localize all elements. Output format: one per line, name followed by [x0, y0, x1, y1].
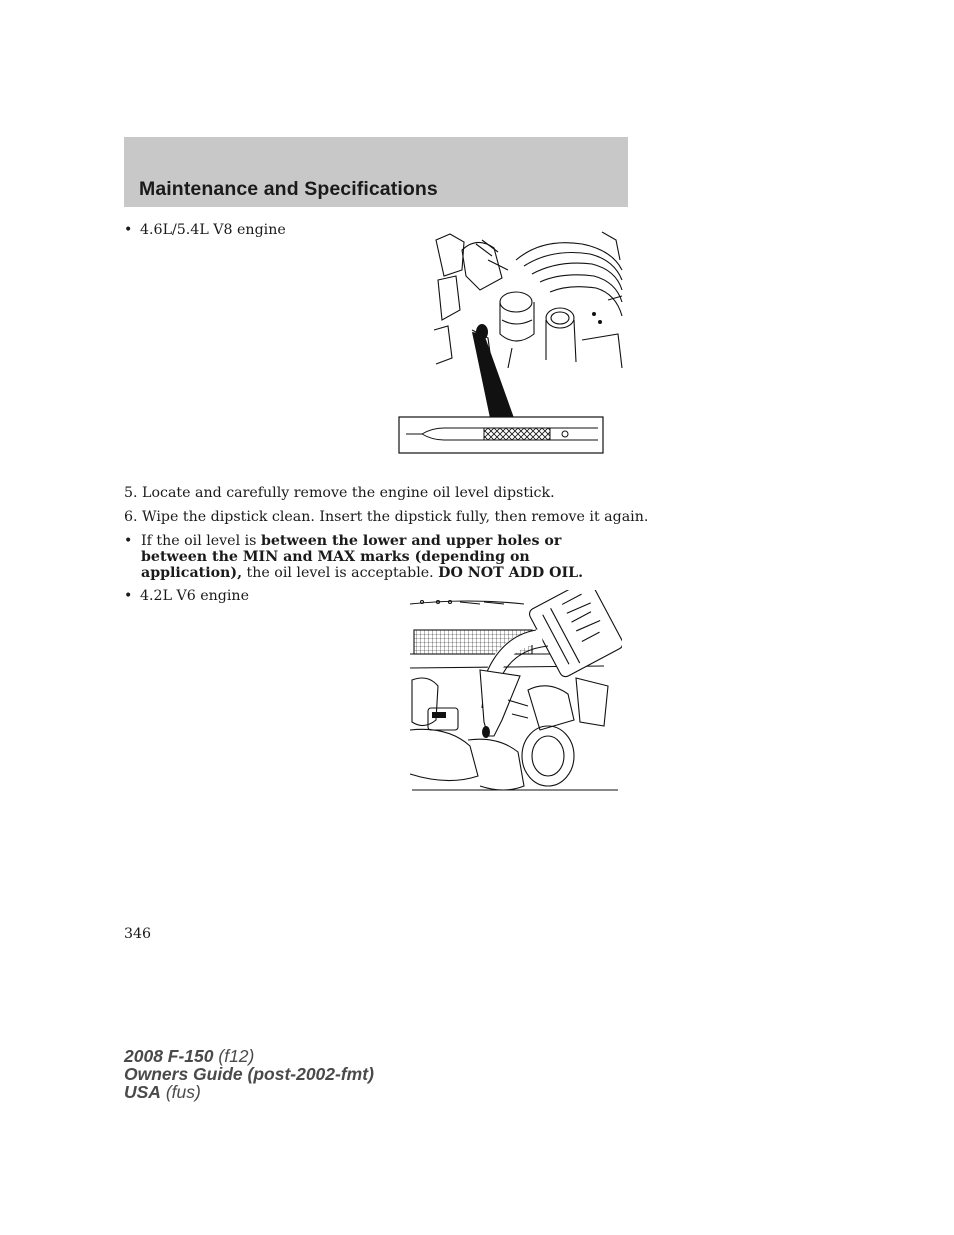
dipstick-illustration — [398, 416, 604, 456]
footer-model: 2008 F-150 — [124, 1046, 214, 1066]
bullet-v6-text: 4.2L V6 engine — [140, 588, 249, 604]
footer-line-2 — [124, 1065, 374, 1083]
oil-pour-illustration — [408, 590, 622, 796]
footer-line-3 — [124, 1083, 374, 1101]
footer-region-code: (fus) — [160, 1082, 201, 1102]
page-number: 346 — [124, 926, 152, 942]
engine-v8-illustration — [432, 230, 624, 370]
bullet-dot: • — [124, 222, 133, 238]
oil-text-bold-range: between the lower and upper holes or between the MIN and MAX marks (depending on application), — [141, 533, 562, 581]
dipstick-pointer-illustration — [470, 332, 520, 420]
footer-line-1 — [124, 1047, 374, 1065]
footer-guide: Owners Guide (post-2002-fmt) — [124, 1064, 374, 1084]
oil-text-part3: the oil level is acceptable. — [242, 565, 439, 581]
bullet-oil-level-text — [141, 533, 626, 581]
bullet-v8-engine — [124, 222, 286, 238]
footer-region: USA — [124, 1082, 161, 1102]
bullet-dot: • — [124, 588, 133, 604]
footer-model-code: (f12) — [213, 1046, 255, 1066]
oil-text-warning: DO NOT ADD OIL. — [438, 565, 584, 581]
step-6: 6. Wipe the dipstick clean. Insert the dipstick fully, then remove it again. — [124, 509, 649, 525]
step-5: 5. Locate and carefully remove the engine oil level dipstick. — [124, 485, 555, 501]
bullet-dot: • — [124, 533, 133, 549]
document-footer — [124, 1047, 374, 1101]
section-header-band — [124, 137, 628, 207]
bullet-v6-engine — [124, 588, 249, 604]
bullet-v8-text: 4.6L/5.4L V8 engine — [140, 222, 286, 238]
oil-text-part1: If the oil level is — [141, 533, 261, 549]
section-title: Maintenance and Specifications — [139, 178, 438, 200]
